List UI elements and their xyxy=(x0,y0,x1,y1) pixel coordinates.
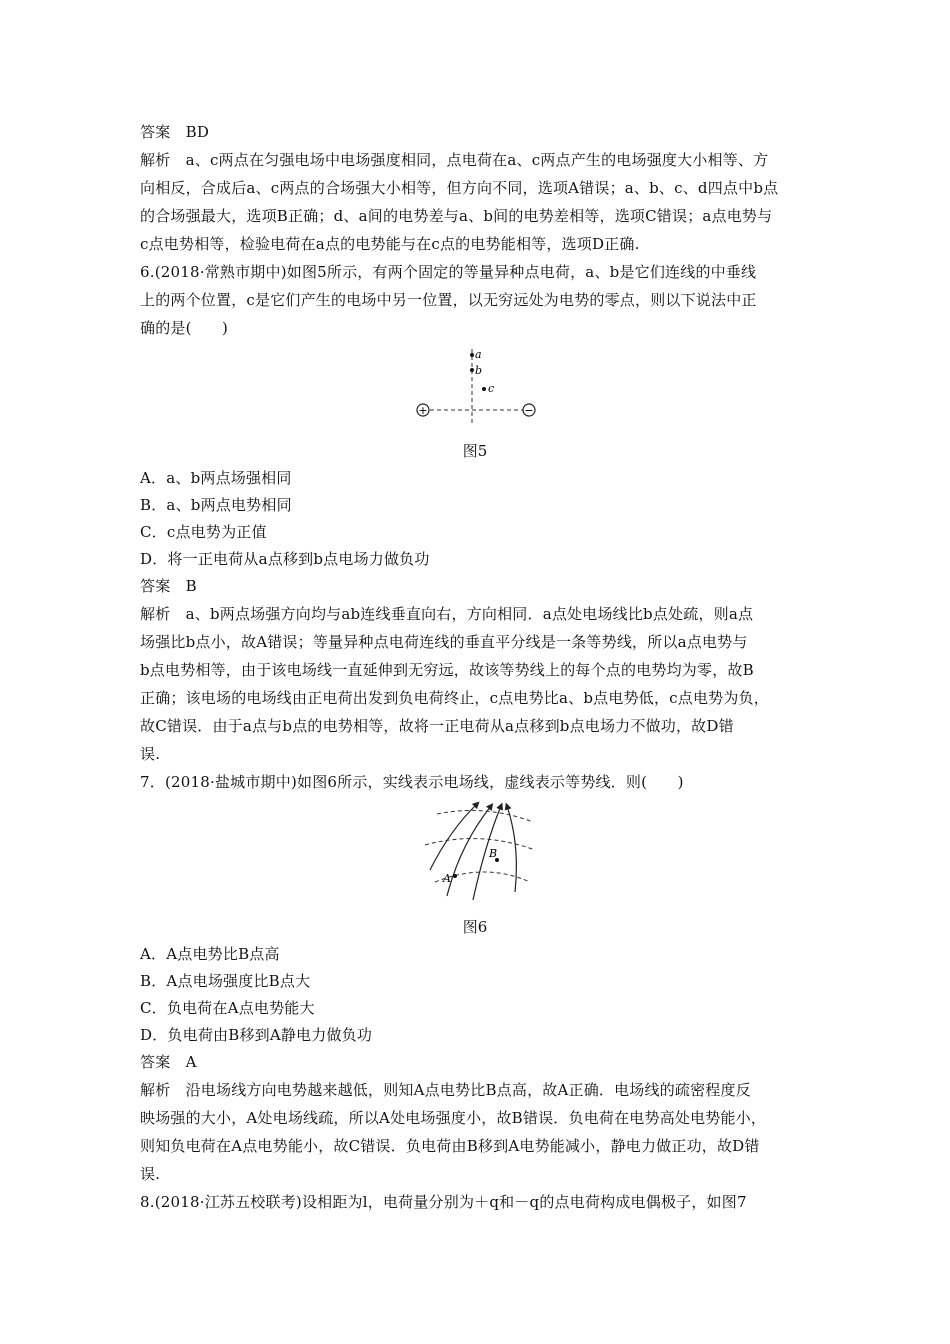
q6-analysis-line-6: 误. xyxy=(140,745,161,763)
field-line-4 xyxy=(507,806,516,892)
q5-analysis-line-1: 解析 a、c两点在匀强电场中电场强度相同，点电荷在a、c两点产生的电场强度大小相等、方 xyxy=(140,151,769,169)
q6-analysis-line-3: b点电势相等，由于该电场线一直延伸到无穷远，故该等势线上的每个点的电势均为零，故B xyxy=(140,661,754,679)
q5-analysis-line-2: 向相反，合成后a、c两点的合场强大小相等，但方向不同，选项A错误；a、b、c、d四点中b点 xyxy=(140,179,779,197)
q7-option-b: B．A点电场强度比B点大 xyxy=(140,972,311,990)
point-b-label: b xyxy=(475,364,483,377)
q6-analysis-line-2: 场强比b点小，故A错误；等量异种点电荷连线的垂直平分线是一条等势线，所以a点电势与 xyxy=(140,633,748,651)
q5-analysis-line-4: c点电势相等，检验电荷在a点的电势能与在c点的电势能相等，选项D正确. xyxy=(140,235,640,253)
q6-option-b: B．a、b两点电势相同 xyxy=(140,496,292,514)
point-c-label: c xyxy=(488,382,495,395)
q7-analysis-line-3: 则知负电荷在A点电势能小，故C错误．负电荷由B移到A电势能减小，静电力做正功，故D错 xyxy=(140,1137,760,1155)
q6-option-c: C．c点电势为正值 xyxy=(140,523,267,541)
equipotential-line-1 xyxy=(437,810,533,822)
point-A-label: A xyxy=(443,872,451,885)
q7-analysis-line-2: 映场强的大小，A处电场线疏，所以A处电场强度小，故B错误．负电荷在电势高处电势能小， xyxy=(140,1109,767,1127)
point-a-dot xyxy=(470,353,474,357)
q6-answer: 答案 B xyxy=(140,577,197,595)
q6-option-d: D．将一正电荷从a点移到b点电场力做负功 xyxy=(140,550,430,568)
q6-stem-line-2: 上的两个位置，c是它们产生的电场中另一位置，以无穷远处为电势的零点，则以下说法中正 xyxy=(140,291,757,309)
negative-charge-label: − xyxy=(524,404,534,417)
point-b-dot xyxy=(470,368,474,372)
point-c-dot xyxy=(482,387,486,391)
positive-charge-label: + xyxy=(418,404,428,417)
q5-answer: 答案 BD xyxy=(140,123,210,141)
figure-5-diagram xyxy=(405,345,550,425)
q6-option-a: A．a、b两点场强相同 xyxy=(140,469,292,487)
point-A-dot xyxy=(453,874,457,878)
q7-option-a: A．A点电势比B点高 xyxy=(140,945,280,963)
figure-5-caption: 图5 xyxy=(462,442,488,460)
q5-analysis-line-3: 的合场强最大，选项B正确；d、a间的电势差与a、b间的电势差相等，选项C错误；a点电势与 xyxy=(140,207,773,225)
q6-analysis-line-5: 故C错误．由于a点与b点的电势相等，故将一正电荷从a点移到b点电场力不做功，故D错 xyxy=(140,717,734,735)
point-B-label: B xyxy=(489,847,498,860)
q7-answer: 答案 A xyxy=(140,1053,197,1071)
q7-stem: 7．(2018·盐城市期中)如图6所示，实线表示电场线，虚线表示等势线．则( ) xyxy=(140,773,684,791)
field-line-2 xyxy=(447,806,491,896)
q6-stem-line-1: 6.(2018·常熟市期中)如图5所示，有两个固定的等量异种点电荷，a、b是它们连线的中垂线 xyxy=(140,263,757,281)
q6-analysis-line-4: 正确；该电场的电场线由正电荷出发到负电荷终止，c点电势比a、b点电势低，c点电势为负， xyxy=(140,689,769,707)
point-a-label: a xyxy=(475,348,482,361)
q7-option-d: D．负电荷由B移到A静电力做负功 xyxy=(140,1026,373,1044)
figure-6-diagram xyxy=(415,800,540,905)
q8-stem: 8.(2018·江苏五校联考)设相距为l，电荷量分别为＋q和－q的点电荷构成电偶极子，如图7 xyxy=(140,1193,747,1211)
q6-stem-line-3: 确的是( ) xyxy=(140,319,229,337)
q7-analysis-line-1: 解析 沿电场线方向电势越来越低，则知A点电势比B点高，故A正确．电场线的疏密程度反 xyxy=(140,1081,751,1099)
figure-6-caption: 图6 xyxy=(462,918,488,936)
q6-analysis-line-1: 解析 a、b两点场强方向均与ab连线垂直向右，方向相同．a点处电场线比b点处疏，则a点 xyxy=(140,605,754,623)
q7-analysis-line-4: 误. xyxy=(140,1165,161,1183)
q7-option-c: C．负电荷在A点电势能大 xyxy=(140,999,315,1017)
